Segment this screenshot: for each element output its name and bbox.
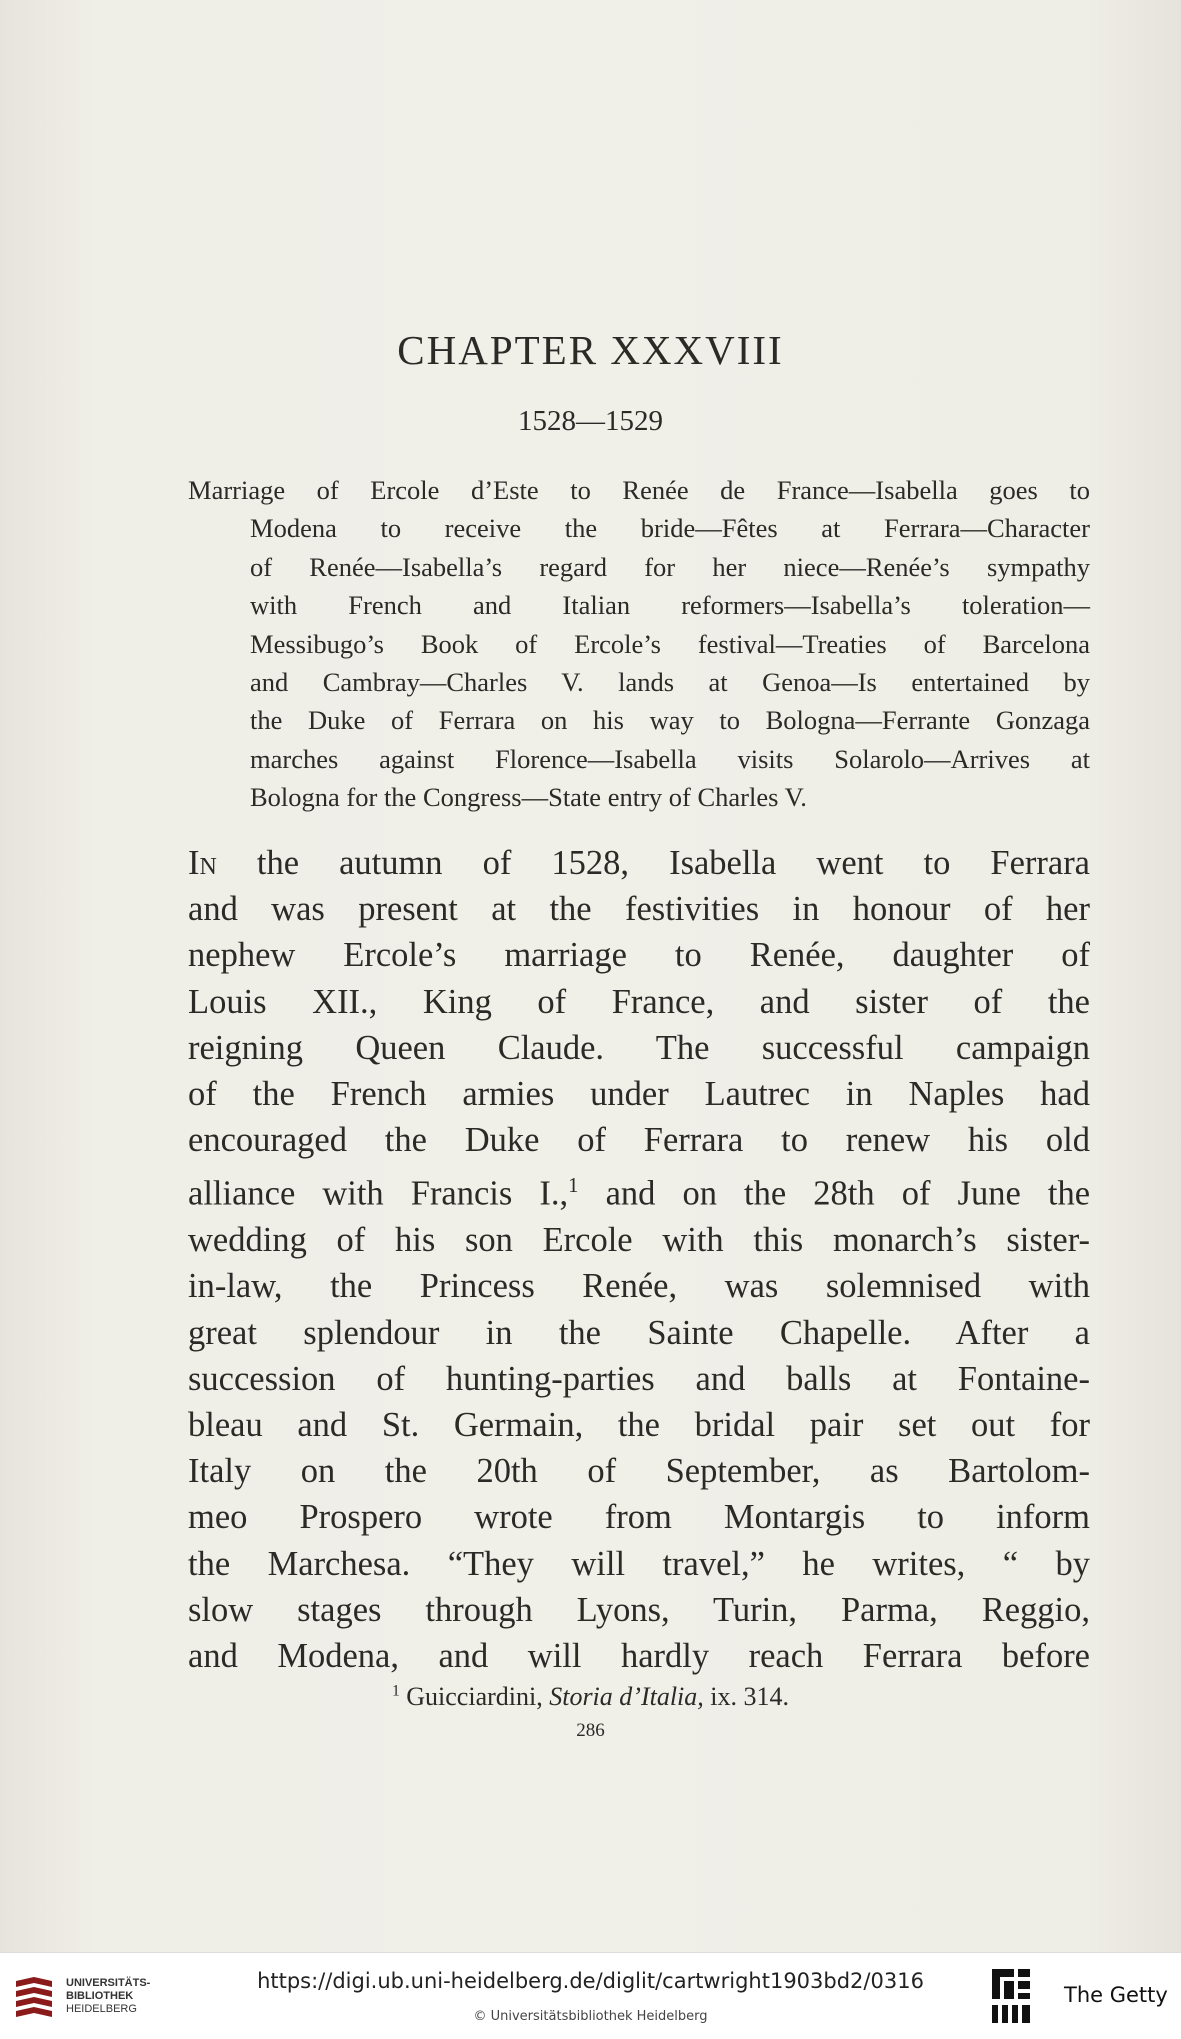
summary-line: Modena to receive the bride—Fêtes at Ferrara—Character xyxy=(250,513,1090,544)
getty-logo-icon[interactable] xyxy=(990,1967,1032,2025)
summary-line: and Cambray—Charles V. lands at Genoa—Is entertained by xyxy=(250,667,1090,698)
footnote-marker: 1 xyxy=(391,1682,400,1700)
body-line: encouraged the Duke of Ferrara to renew his old xyxy=(188,1121,1090,1160)
summary-line: marches against Florence—Isabella visits Solarolo—Arrives at xyxy=(250,743,1090,774)
body-line xyxy=(188,1163,1090,1217)
body-line xyxy=(188,840,1090,886)
chapter-years: 1528—1529 xyxy=(518,405,663,437)
body-line: nephew Ercole’s marriage to Renée, daughter of xyxy=(188,936,1090,975)
library-name-line: BIBLIOTHEK xyxy=(66,1990,134,2002)
footnote xyxy=(0,1682,1181,1712)
library-name-line: UNIVERSITÄTS- xyxy=(66,1977,151,1989)
chapter-summary xyxy=(188,471,1090,817)
getty-name: The Getty xyxy=(1064,1983,1168,2007)
body-line: bleau and St. Germain, the bridal pair set out for xyxy=(188,1405,1090,1444)
summary-line: with French and Italian reformers—Isabella’s toleration— xyxy=(250,590,1090,621)
summary-line: of Renée—Isabella’s regard for her niece—Renée’s sympathy xyxy=(250,551,1090,582)
summary-line: Marriage of Ercole d’Este to Renée de France—Isabella goes to xyxy=(188,475,1090,505)
copyright-notice: © Universitätsbibliothek Heidelberg xyxy=(473,2009,708,2024)
body-line: succession of hunting-parties and balls at Fontaine- xyxy=(188,1359,1090,1398)
body-line: the Marchesa. “They will travel,” he writes, “ by xyxy=(188,1544,1090,1583)
summary-line: Messibugo’s Book of Ercole’s festival—Treaties of Barcelona xyxy=(250,628,1090,659)
body-line-text: and on the 28th of June the xyxy=(578,1174,1091,1213)
body-line: reigning Queen Claude. The successful campaign xyxy=(188,1028,1090,1067)
body-line: great splendour in the Sainte Chapelle. After a xyxy=(188,1313,1090,1352)
body-line-text: the autumn of 1528, Isabella went to Ferrara xyxy=(216,844,1090,882)
body-line: and Modena, and will hardly reach Ferrara before xyxy=(188,1636,1090,1675)
permalink-url[interactable]: https://digi.ub.uni-heidelberg.de/diglit/cartwright1903bd2/0316 xyxy=(257,1969,924,1993)
summary-line: Bologna for the Congress—State entry of Charles V. xyxy=(250,782,807,813)
body-line: of the French armies under Lautrec in Naples had xyxy=(188,1075,1090,1114)
page-number: 286 xyxy=(576,1720,605,1741)
body-line: Louis XII., King of France, and sister of the xyxy=(188,982,1090,1021)
body-line: in-law, the Princess Renée, was solemnised with xyxy=(188,1267,1090,1306)
body-line-text: alliance with Francis I., xyxy=(188,1174,569,1213)
footnote-reference[interactable]: 1 xyxy=(568,1175,579,1198)
chapter-title: CHAPTER XXXVIII xyxy=(397,327,784,373)
viewer-footer xyxy=(0,1952,1181,2039)
footnote-ref: ix. 314. xyxy=(710,1682,790,1711)
library-name-line: HEIDELBERG xyxy=(66,2003,137,2015)
body-line: meo Prospero wrote from Montargis to inform xyxy=(188,1498,1090,1537)
body-paragraph xyxy=(188,840,1090,1679)
body-line: Italy on the 20th of September, as Bartolom- xyxy=(188,1452,1090,1491)
drop-word: In xyxy=(188,844,217,882)
summary-line: the Duke of Ferrara on his way to Bologna—Ferrante Gonzaga xyxy=(250,705,1090,736)
body-line: and was present at the festivities in honour of her xyxy=(188,890,1090,929)
footnote-author: Guicciardini, xyxy=(406,1682,543,1711)
body-line: slow stages through Lyons, Turin, Parma, Reggio, xyxy=(188,1590,1090,1629)
footnote-work: Storia d’Italia, xyxy=(549,1682,704,1711)
body-line: wedding of his son Ercole with this monarch’s sister- xyxy=(188,1221,1090,1260)
